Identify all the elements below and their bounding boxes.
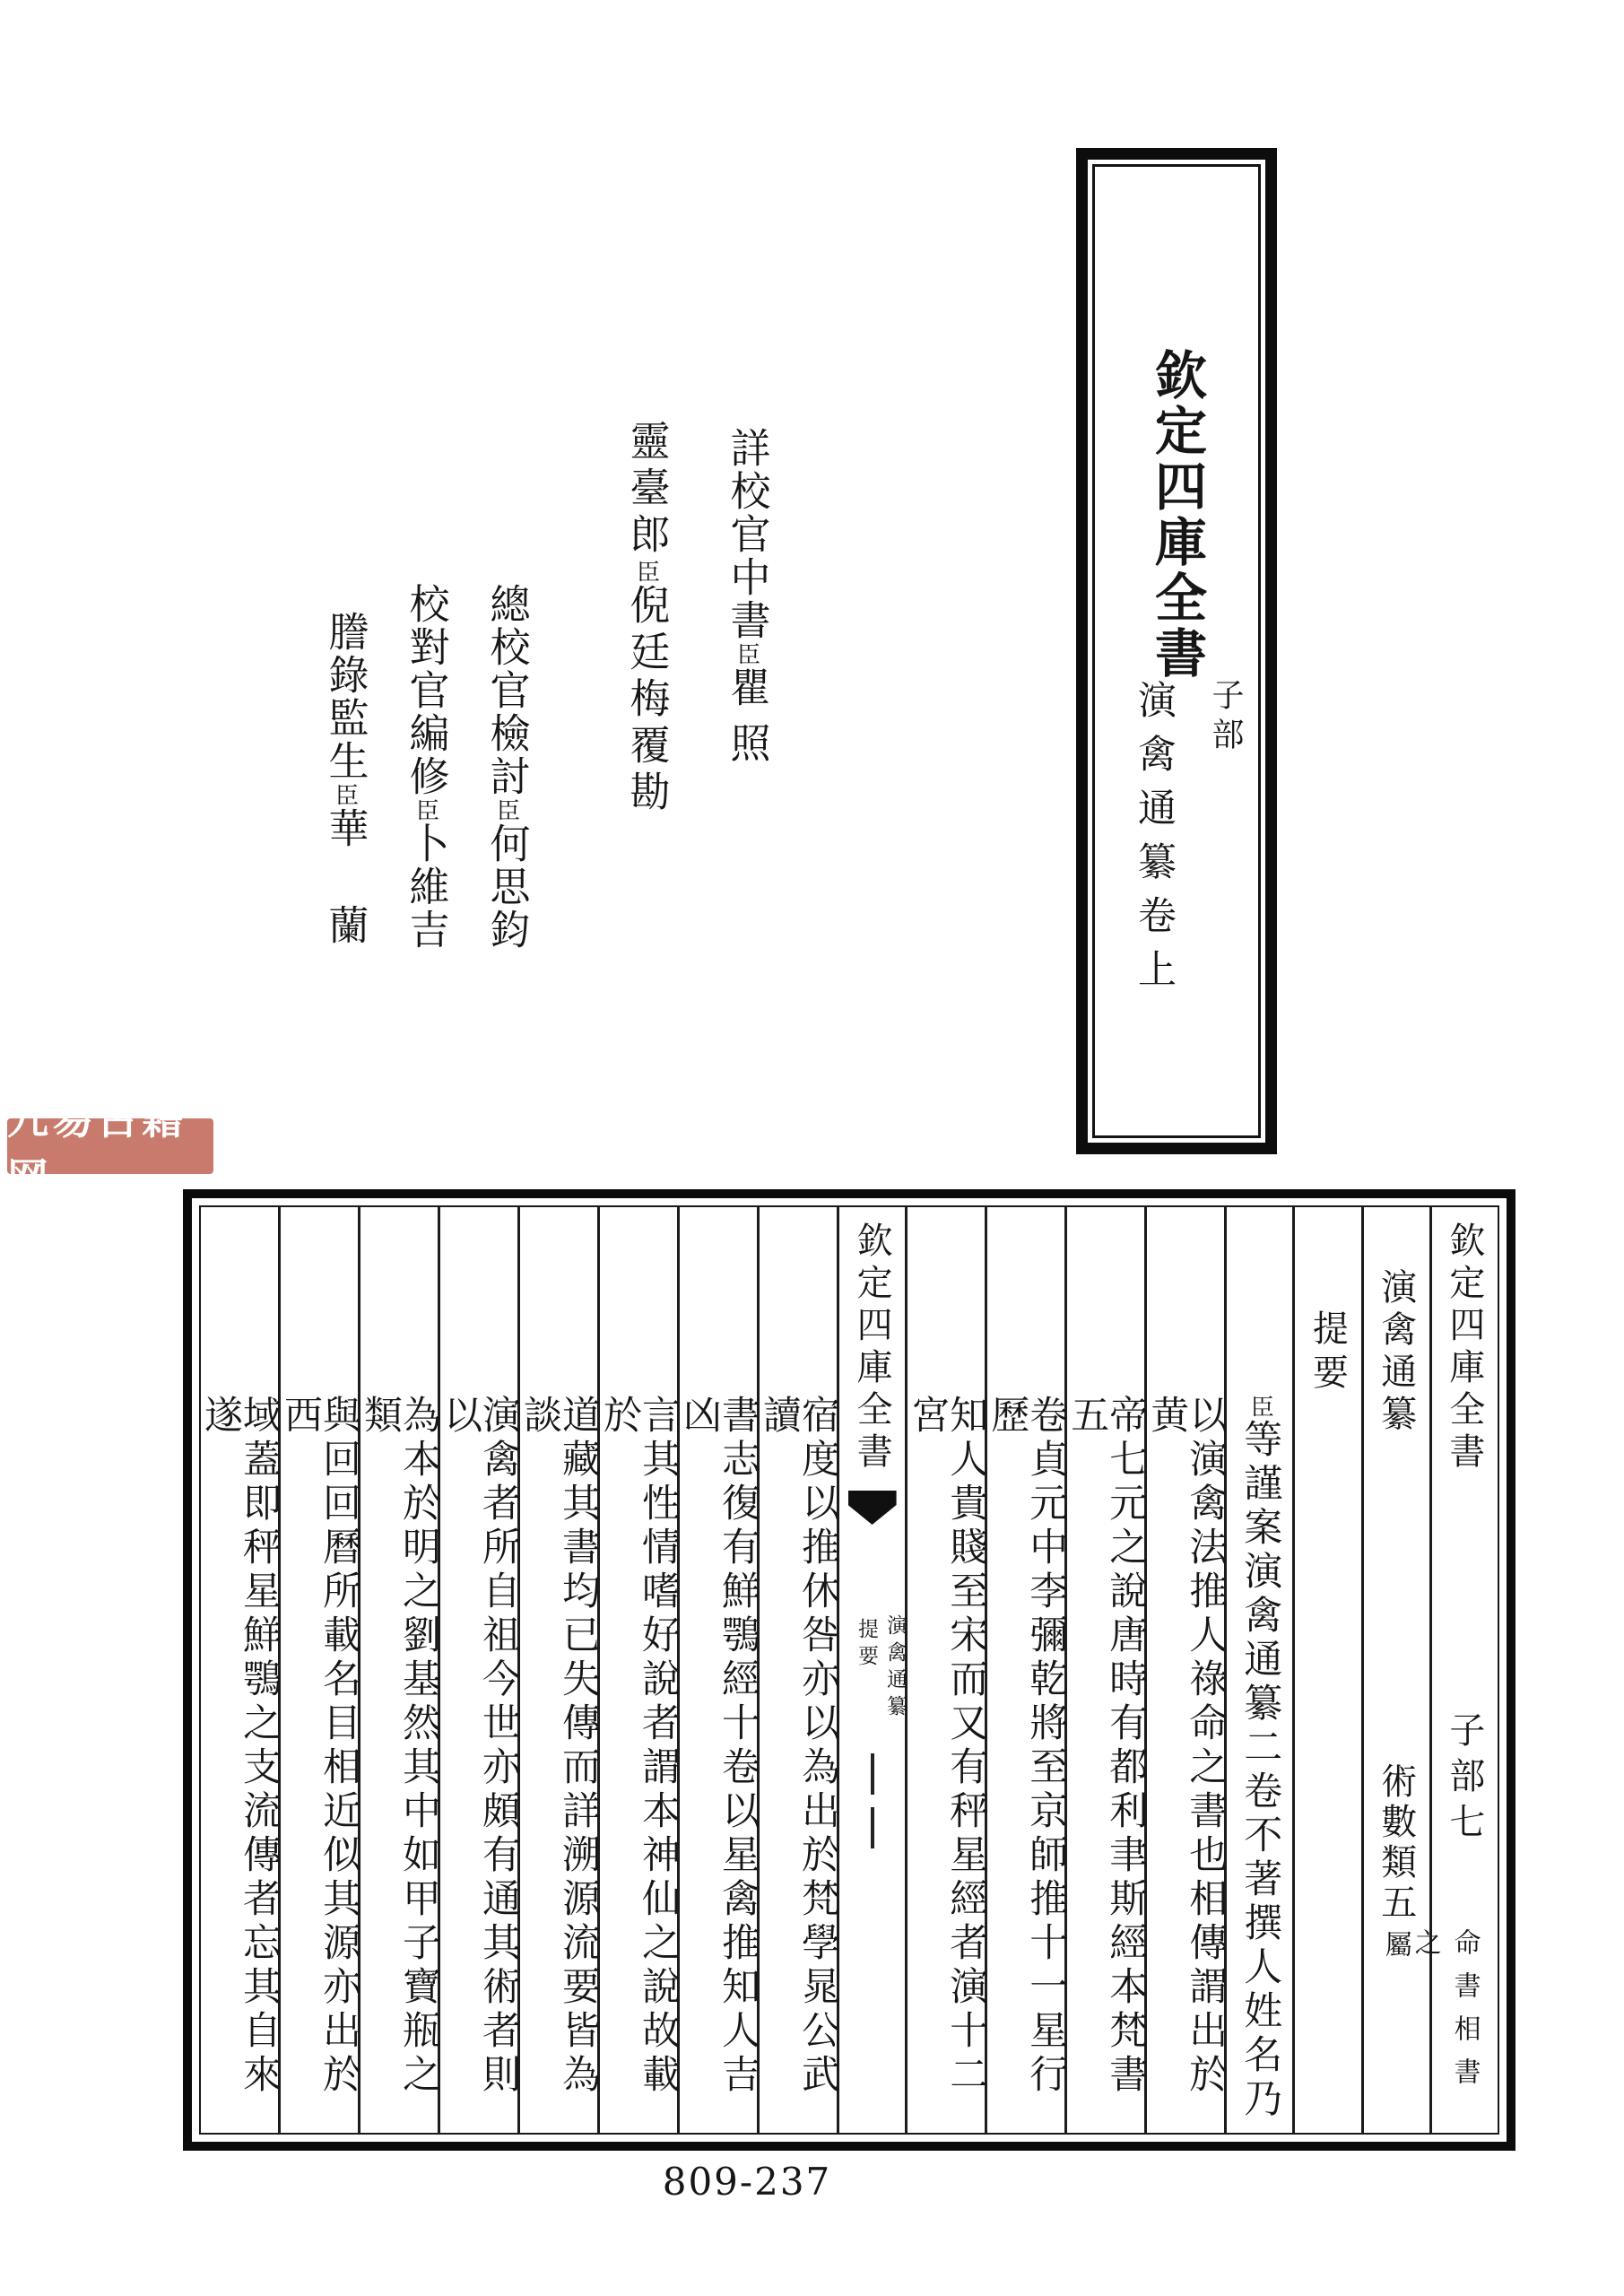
site-watermark: 九易古籍网 — [7, 1118, 213, 1174]
text-column — [517, 1207, 601, 2133]
column-text: 帝七元之說唐時有都利聿斯經本梵書五 — [1064, 1395, 1149, 2098]
text-column — [756, 1207, 840, 2133]
section-label: 子部七 — [1443, 1711, 1485, 1848]
column-text: 卷貞元中李彌乾將至京師推十一星行歷 — [985, 1395, 1069, 2098]
volume-title: 演禽通纂卷上 — [1132, 680, 1177, 1003]
category-note-wrap: 屬 — [1379, 1930, 1411, 1957]
official-entry: 校對官編修臣卜維吉 — [402, 583, 450, 952]
book-title: 演禽通纂 — [1375, 1268, 1417, 1437]
official-collator — [396, 583, 456, 952]
series-title: 欽定四庫全書 — [1443, 1222, 1485, 1474]
text-column — [596, 1207, 681, 2133]
fold-series-title: 欽定四庫全書 — [851, 1222, 893, 1474]
fold-tiyao-label: 提要 — [854, 1618, 878, 1672]
tiyao-label: 提要 — [1307, 1309, 1349, 1397]
fold-book-title: 演禽通纂 — [882, 1614, 907, 1722]
text-column — [1224, 1207, 1292, 2133]
official-reviewer — [617, 420, 676, 817]
text-column — [437, 1207, 521, 2133]
official-entry: 靈臺郎臣倪廷梅覆勘 — [622, 420, 671, 817]
official-proofreader — [717, 427, 777, 765]
text-column — [197, 1207, 282, 2133]
column-text: 為本於明之劉基然其中如甲子寶瓶之類 — [357, 1395, 441, 2098]
column-text: 臣等謹案演禽通纂二卷不著撰人姓名乃 — [1238, 1395, 1283, 2122]
official-entry: 詳校官中書臣瞿照 — [723, 427, 771, 765]
fold-mark — [871, 1807, 874, 1848]
text-column — [985, 1207, 1069, 2133]
text-column — [1064, 1207, 1149, 2133]
fishtail-mark-icon — [848, 1491, 897, 1525]
column-text: 以演禽法推人祿命之書也相傳謂出於黄 — [1144, 1395, 1229, 2098]
category-note: 命書相書之 — [1409, 1928, 1481, 2100]
official-chief-collator — [477, 583, 536, 952]
column-text: 書志復有鮮鶚經十卷以星禽推知人吉凶 — [676, 1395, 760, 2098]
series-title: 欽定四庫全書 — [1146, 348, 1207, 682]
official-entry: 總校官檢討臣何思鈞 — [482, 583, 531, 952]
column-tiyao-label — [1292, 1207, 1360, 2133]
column-text: 宿度以推休咎亦以為出於梵學晁公武讀 — [756, 1395, 840, 2098]
column-text: 道藏其書均已失傳而詳溯源流要皆為談 — [517, 1395, 601, 2098]
category-label: 術數類五 — [1375, 1762, 1417, 1924]
page-number: 809-237 — [662, 2160, 832, 2204]
volume-title-box — [1076, 148, 1277, 1154]
text-column — [277, 1207, 361, 2133]
column-text: 言其性情嗜好說者謂本神仙之說故載於 — [596, 1395, 681, 2098]
abstract-table — [183, 1189, 1515, 2151]
text-column — [1144, 1207, 1229, 2133]
text-column — [357, 1207, 441, 2133]
column-text: 與回回曆所載名目相近似其源亦出於西 — [277, 1395, 361, 2098]
official-entry: 謄錄監生臣華蘭 — [321, 611, 369, 947]
category-label: 子部 — [1207, 678, 1244, 757]
text-column — [676, 1207, 760, 2133]
abstract-columns — [199, 1205, 1499, 2135]
column-text: 知人貴賤至宋而又有秤星經者演十二宮 — [905, 1395, 989, 2098]
column-text: 域蓋即秤星鮮鶚之支流傳者忘其自來遂 — [197, 1395, 282, 2098]
fold-mark — [871, 1753, 874, 1795]
text-column — [905, 1207, 989, 2133]
column-center-fold — [837, 1207, 905, 2133]
official-copyist — [316, 611, 375, 947]
column-text: 演禽者所自祖今世亦頗有通其術者則以 — [437, 1395, 521, 2098]
